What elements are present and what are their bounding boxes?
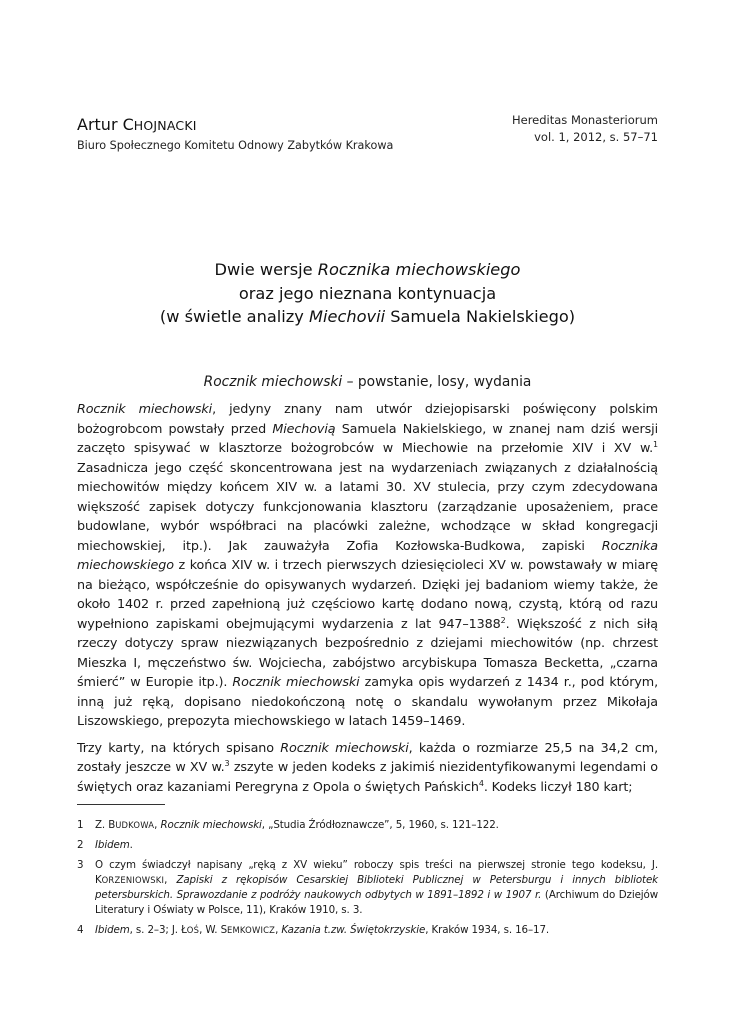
fn4-c-initial: Ł — [181, 924, 187, 936]
fn3-d: Zapiski z rękopisów Cesarskiej Biblioteki Publicznej w Petersburgu i innych bibliotek petersburskich. Sprawozdanie z podróży naukowych odbytych w 1891–1892 i w 1907 r. — [95, 874, 658, 901]
fn4-b: , s. 2–3; J. — [129, 924, 182, 936]
journal-volume: vol. 1, 2012, s. 57–71 — [534, 130, 658, 144]
title-line-3-a: (w świetle analizy — [159, 307, 310, 326]
p1-s4: Samuela Nakielskiego, w znanej nam dziś wersji zaczęto spisywać w klasztorze bożogrobców w Miechowie na przełomie XIV i XV w. — [77, 421, 658, 456]
title-line-3 — [60, 305, 675, 329]
author-first-name: Artur — [77, 115, 123, 134]
article-title — [60, 258, 675, 329]
author-name — [77, 115, 393, 136]
paragraph-1 — [77, 400, 658, 732]
footnote-1 — [77, 818, 658, 833]
p1-s10: zamyka opis wydarzeń z 1434 r., pod którym, inną już ręką, dopisano niedokończoną notę o skandalu wywołanym przez Mikołaja Liszowskiego, prepozyta miechowskiego w latach 1459–1469. — [77, 675, 658, 729]
p1-s2: , jedyny znany nam utwór dziejopisarski poświęcony polskim bożogrobcom powstały przed — [77, 402, 658, 437]
footnote-text — [95, 858, 658, 918]
fn1-e: , „Studia Źródłoznawcze”, 5, 1960, s. 121–122. — [261, 819, 499, 831]
p2-s3: , każda o rozmiarze 25,5 na 34,2 cm, zostały jeszcze w XV w. — [77, 740, 659, 775]
fn4-g: Kazania t.zw. Świętokrzyskie — [281, 924, 426, 936]
fn4-f: , — [275, 924, 282, 936]
p1-s7: z końca XIV w. i trzech pierwszych dziesięcioleci XV w. powstawały w miarę na bieżąco, współcześnie do opisywanych wydarzeń. Dzięki jej badaniom wiemy także, że około 1402 r. przed zapełnioną już częściowo kartę dodano nową, czystą, którą od razu wypełniono zapiskami obejmującymi wydarzenia z lat 947–1388 — [77, 558, 658, 632]
section-heading-rest: – powstanie, losy, wydania — [342, 374, 532, 390]
fn1-b-initial: B — [108, 819, 116, 831]
footnote-2 — [77, 838, 658, 853]
title-line-1-b: Rocznika miechowskiego — [317, 260, 521, 279]
section-heading — [60, 372, 675, 392]
footnote-3 — [77, 858, 658, 918]
p1-s1: Rocznik miechowski — [77, 402, 213, 417]
p2-s1: Trzy karty, na których spisano — [77, 740, 281, 756]
journal-name: Hereditas Monasteriorum — [511, 113, 658, 127]
body-text — [77, 400, 658, 797]
journal-block — [512, 112, 658, 146]
footnote-number: 4 — [77, 924, 84, 936]
p2-s5: . Kodeks liczył 180 kart; — [483, 779, 633, 795]
footnotes — [77, 818, 658, 943]
title-line-1 — [60, 258, 675, 282]
author-block — [77, 115, 393, 154]
fn4-e-initial: S — [220, 924, 228, 936]
fn2-a: Ibidem — [95, 839, 130, 851]
fn1-d: Rocznik miechowski — [160, 819, 262, 831]
fn1-a: Z. — [95, 819, 109, 831]
footnote-text — [95, 818, 658, 833]
title-line-3-c: Samuela Nakielskiego) — [385, 307, 576, 326]
fn1-b-rest: UDKOWA — [115, 820, 155, 830]
section-heading-italic: Rocznik miechowski — [203, 374, 343, 390]
author-affiliation: Biuro Społecznego Komitetu Odnowy Zabytków Krakowa — [77, 139, 394, 152]
p1-s3: Miechovią — [272, 421, 336, 437]
footnote-4 — [77, 923, 658, 938]
fn4-a: Ibidem — [95, 924, 130, 936]
p1-s9: Rocznik miechowski — [232, 675, 360, 690]
p1-s5: Zasadnicza jego część skoncentrowana jest na wydarzeniach związanych z działalnością miechowitów między końcem XIV w. a latami 30. XV stulecia, przy czym zdecydowana większość zapisek dotyczy funkcjonowania klasztoru (zarządzanie uposażeniem, prace budowlane, wybór współbraci na placówki zależne, wchodzące w skład kongregacji miechowskiej, itp.). Jak zauważyła Zofia Kozłowska-Budkowa, zapiski — [77, 460, 658, 554]
title-line-3-b: Miechovii — [309, 307, 386, 326]
fn1-c: , — [154, 819, 161, 831]
footnote-number: 2 — [77, 839, 84, 851]
author-last-initial: C — [122, 115, 134, 134]
p2-s2: Rocznik miechowski — [280, 740, 409, 756]
fn4-e-rest: EMKOWICZ — [227, 925, 276, 935]
p1-s6: Rocznika miechowskiego — [77, 538, 658, 573]
footnote-ref-3: 3 — [224, 759, 230, 768]
footnote-divider — [77, 804, 165, 805]
title-line-2: oraz jego nieznana kontynuacja — [238, 283, 497, 303]
fn3-b-rest: ORZENIOWSKI — [101, 875, 165, 885]
footnote-ref-1: 1 — [653, 440, 658, 449]
footnote-text — [95, 923, 658, 938]
fn4-c-rest: OŚ — [186, 925, 200, 935]
fn4-d: , W. — [199, 924, 221, 936]
author-last-rest: HOJNACKI — [133, 118, 197, 133]
fn3-c: , — [164, 874, 177, 886]
footnote-text — [95, 838, 658, 853]
fn3-a: O czym świadczył napisany „ręką z XV wieku” roboczy spis treści na pierwszej stronie tego kodeksu, J. — [95, 859, 658, 871]
fn3-b-initial: K — [95, 874, 102, 886]
fn4-h: , Kraków 1934, s. 16–17. — [425, 924, 550, 936]
title-line-1-a: Dwie wersje — [214, 260, 318, 279]
fn2-b: . — [129, 839, 133, 851]
p2-s4: zszyte w jeden kodeks z jakimiś niezidentyfikowanymi legendami o świętych oraz kazaniami Peregryna z Opola o świętych Pańskich — [77, 760, 658, 795]
footnote-number: 3 — [77, 859, 84, 871]
fn3-e: (Archiwum do Dziejów Literatury i Oświaty w Polsce, 11), Kraków 1910, s. 3. — [95, 889, 659, 916]
footnote-number: 1 — [77, 819, 84, 831]
footnote-ref-2: 2 — [500, 615, 506, 625]
footnote-ref-4: 4 — [478, 778, 484, 788]
paragraph-2 — [77, 739, 658, 798]
p1-s8: . Większość z nich siłą rzeczy dotyczy spraw niezwiązanych bezpośrednio z dziejami miechowitów (np. chrzest Mieszka I, męczeństwo św. Wojciecha, zabójstwo arcybiskupa Tomasza Becketta, „czarna śmierć” w Europie itp.). — [77, 616, 658, 690]
